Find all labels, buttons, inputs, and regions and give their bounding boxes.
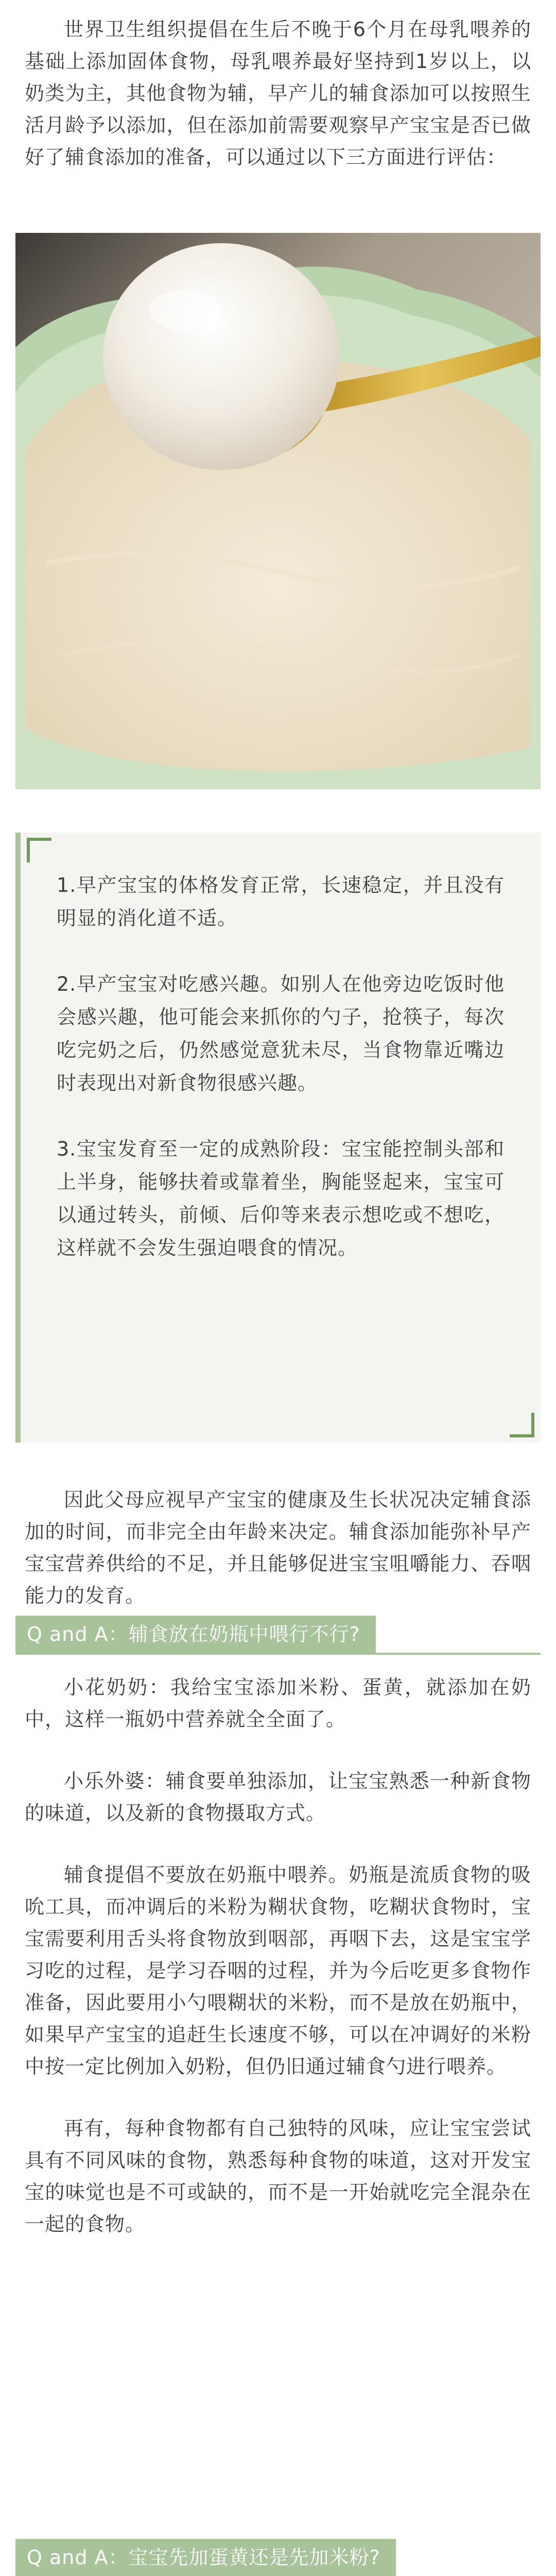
corner-decoration xyxy=(510,1413,534,1437)
qa-title-1: Q and A：辅食放在奶瓶中喂行不行? xyxy=(15,1616,376,1653)
qa-title-2: Q and A：宝宝先加蛋黄还是先加米粉? xyxy=(15,2539,396,2576)
intro-paragraph: 世界卫生组织提倡在生后不晚于6个月在母乳喂养的基础上添加固体食物，母乳喂养最好坚持到1岁以上，以奶类为主，其他食物为辅，早产儿的辅食添加可以按照生活月龄予以添加，但在添加前需要观察早产宝宝是否已做好了辅食添加的准备，可以通过以下三方面进行评估： xyxy=(25,18,531,168)
intro-section xyxy=(0,13,556,173)
qa1-section xyxy=(0,1671,556,2240)
qa1-answer-grandpa: 小乐外婆：辅食要单独添加，让宝宝熟悉一种新食物的味道，以及新的食物摄取方式。 xyxy=(25,1770,531,1824)
rice-cereal-image xyxy=(15,233,541,789)
qa1-explanation-2: 再有，每种食物都有自己独特的风味，应让宝宝尝试具有不同风味的食物，熟悉每种食物的味道，这对开发宝宝的味觉也是不可或缺的，而不是一开始就吃完全混杂在一起的食物。 xyxy=(25,2117,531,2235)
checklist-item-3: 3.宝宝发育至一定的成熟阶段：宝宝能控制头部和上半身，能够扶着或靠着坐，胸能竖起来，宝宝可以通过转头，前倾、后仰等来表示想吃或不想吃，这样就不会发生强迫喂食的情况。 xyxy=(57,1138,505,1259)
summary-paragraph: 因此父母应视早产宝宝的健康及生长状况决定辅食添加的时间，而非完全由年龄来决定。辅食添加能弥补早产宝宝营养供给的不足，并且能够促进宝宝咀嚼能力、吞咽能力的发育。 xyxy=(25,1488,531,1607)
checklist-item-1: 1.早产宝宝的体格发育正常，长速稳定，并且没有明显的消化道不适。 xyxy=(57,874,505,929)
qa1-explanation: 辅食提倡不要放在奶瓶中喂养。奶瓶是流质食物的吸吮工具，而冲调后的米粉为糊状食物，吃糊状食物时，宝宝需要利用舌头将食物放到咽部，再咽下去，这是宝宝学习吃的过程，是学习吞咽的过程，并为今后吃更多食物作准备，因此要用小勺喂糊状的米粉，而不是放在奶瓶中，如果早产宝宝的追赶生长速度不够，可以在冲调好的米粉中按一定比例加入奶粉，但仍旧通过辅食勺进行喂养。 xyxy=(25,1863,531,2078)
qa-header-2 xyxy=(15,2539,541,2576)
summary-section xyxy=(0,1484,556,1612)
qa1-answer-grandma: 小花奶奶：我给宝宝添加米粉、蛋黄，就添加在奶中，这样一瓶奶中营养就全全面了。 xyxy=(25,1676,531,1731)
readiness-checklist xyxy=(15,833,541,1443)
qa-underline xyxy=(15,1653,541,1655)
corner-decoration xyxy=(27,838,51,862)
rice-cereal-photo xyxy=(15,233,541,789)
checklist-item-2: 2.早产宝宝对吃感兴趣。如别人在他旁边吃饭时他会感兴趣，他可能会来抓你的勺子，抢筷子，每次吃完奶之后，仍然感觉意犹未尽，当食物靠近嘴边时表现出对新食物很感兴趣。 xyxy=(57,973,505,1094)
qa-header-1 xyxy=(15,1616,541,1655)
